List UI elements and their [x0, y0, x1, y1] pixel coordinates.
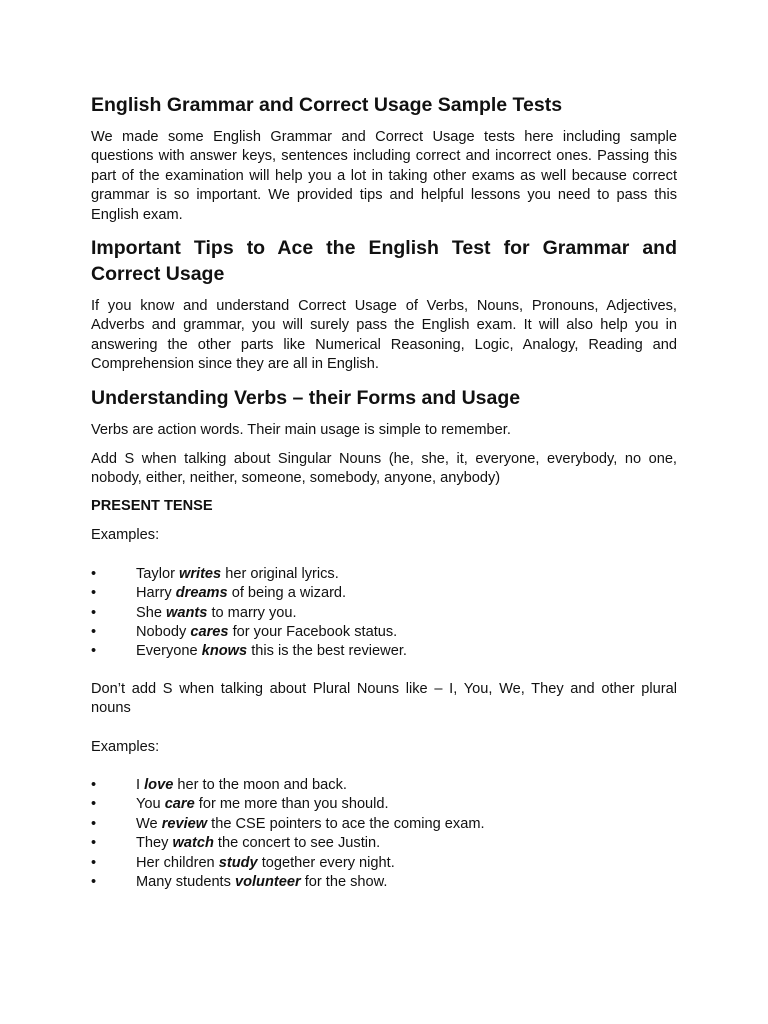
list-item: • Her children study together every night. — [91, 854, 677, 873]
tips-paragraph: If you know and understand Correct Usage of Verbs, Nouns, Pronouns, Adjectives, Adverbs and grammar, you will surely pass the English exam. It will also help you in answering the other parts like Numerical Reasoning, Logic, Analogy, Reading and Comprehension since they are all in English. — [91, 298, 677, 373]
bullet-icon: • — [91, 776, 97, 793]
bullet-icon: • — [91, 796, 97, 813]
list-item: • She wants to marry you. — [91, 604, 677, 623]
examples-label: Examples: — [91, 738, 160, 755]
bullet-icon: • — [91, 835, 97, 852]
singular-examples-list — [91, 565, 677, 662]
list-item: • We review the CSE pointers to ace the coming exam. — [91, 815, 677, 834]
list-item: • Harry dreams of being a wizard. — [91, 584, 677, 603]
singular-rule-paragraph: Add S when talking about Singular Nouns (he, she, it, everyone, everybody, no one, nobody, either, neither, someone, somebody, anyone, anybody) — [91, 451, 677, 487]
bullet-icon: • — [91, 585, 97, 602]
list-item: • Nobody cares for your Facebook status. — [91, 623, 677, 642]
verb-emphasis: watch — [172, 835, 214, 852]
plural-examples-list — [91, 776, 677, 892]
verb-emphasis: cares — [190, 623, 229, 640]
list-item: • I love her to the moon and back. — [91, 776, 677, 795]
verbs-heading: Understanding Verbs – their Forms and Usage — [91, 386, 521, 409]
list-item: • Everyone knows this is the best reviewer. — [91, 642, 677, 661]
present-tense-label: PRESENT TENSE — [91, 497, 213, 514]
verb-emphasis: review — [161, 815, 208, 832]
tips-heading: Important Tips to Ace the English Test for Grammar and Correct Usage — [91, 237, 677, 286]
list-item: • Taylor writes her original lyrics. — [91, 565, 677, 584]
plural-rule-paragraph: Don’t add S when talking about Plural Nouns like – I, You, We, They and other plural nouns — [91, 680, 677, 717]
intro-paragraph: We made some English Grammar and Correct Usage tests here including sample questions with answer keys, sentences including correct and incorrect ones. Passing this part of the examination will help you a lot in taking other exams as well because correct grammar is so important. We provided tips and helpful lessons you need to pass this English exam. — [91, 129, 677, 223]
verb-emphasis: knows — [201, 643, 248, 660]
verb-emphasis: love — [144, 776, 174, 793]
document-page — [91, 92, 677, 910]
bullet-icon: • — [91, 643, 97, 660]
verb-emphasis: care — [164, 796, 195, 813]
document-title: English Grammar and Correct Usage Sample Tests — [91, 94, 563, 116]
verbs-intro-paragraph: Verbs are action words. Their main usage is simple to remember. — [91, 421, 511, 438]
bullet-icon: • — [91, 623, 97, 640]
verb-emphasis: volunteer — [234, 873, 301, 890]
verb-emphasis: study — [218, 854, 258, 871]
examples-label: Examples: — [91, 527, 160, 544]
verb-emphasis: dreams — [175, 585, 228, 602]
list-item: • You care for me more than you should. — [91, 795, 677, 814]
verb-emphasis: wants — [166, 604, 208, 621]
list-item: • Many students volunteer for the show. — [91, 873, 677, 892]
bullet-icon: • — [91, 854, 97, 871]
bullet-icon: • — [91, 873, 97, 890]
verb-emphasis: writes — [178, 565, 222, 582]
bullet-icon: • — [91, 565, 97, 582]
list-item: • They watch the concert to see Justin. — [91, 834, 677, 853]
bullet-icon: • — [91, 815, 97, 832]
bullet-icon: • — [91, 604, 97, 621]
